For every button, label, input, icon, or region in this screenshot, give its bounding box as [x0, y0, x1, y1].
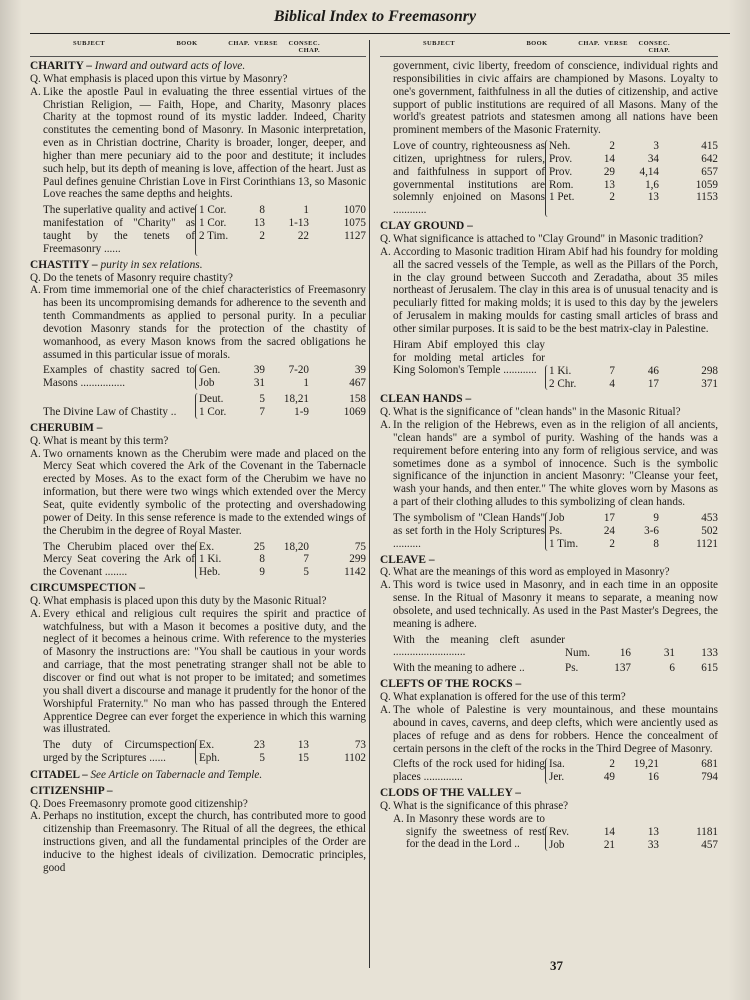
entry-heading-cleave: CLEAVE –: [380, 553, 435, 566]
question: Q. What significance is attached to "Clay Ground" in Masonic tradition?: [380, 232, 704, 245]
col-header-chap: CHAP.: [578, 40, 600, 47]
ref-consec: 681: [701, 758, 718, 771]
question: Q. What emphasis is placed upon this virtue by Masonry?: [30, 72, 288, 85]
ref-chap: 29: [603, 165, 615, 178]
ref-book: 1 Cor.: [199, 217, 227, 230]
answer: A. According to Masonic tradition Hiram Abif had his foundry for molding all the sacred vessels of the Temple, as well as the Pillars of the Porch, in the clay ground between Succoth and Zeradatha, about 35 miles northeast of Jerusalem. The clay in this area is of unusual tenacity and is peculiarly fitted for making molds; it is used to this day by the jewelers of Jerusalem in making moulds for casting small articles of brass and other similar purposes. It is said to be the best matrix-clay in Palestine.: [380, 245, 718, 335]
question: Q. What is the significance of "clean hands" in the Masonic Ritual?: [380, 406, 681, 419]
reference-row: [199, 364, 366, 377]
ref-chap: 13: [603, 178, 615, 191]
column-divider: [369, 40, 370, 968]
ref-chap: 2: [609, 140, 615, 153]
ref-chap: 25: [253, 540, 265, 553]
scripture-reference-block: [393, 140, 718, 217]
ref-book: Ex.: [199, 540, 215, 553]
ref-verse: 1-13: [288, 217, 309, 230]
question: Q. What is meant by this term?: [30, 434, 169, 447]
ref-chap: 2: [609, 191, 615, 204]
reference-row: [549, 191, 718, 204]
ref-chap: 8: [259, 204, 265, 217]
ref-consec: 371: [701, 377, 718, 390]
ref-verse: 13: [647, 191, 659, 204]
ref-verse: 33: [647, 838, 659, 851]
entry-heading-chastity: CHASTITY – purity in sex relations.: [30, 258, 203, 271]
ref-book: Ex.: [199, 739, 215, 752]
reference-row: [199, 752, 366, 765]
question: Q. What emphasis is placed upon this duty by the Masonic Ritual?: [30, 594, 327, 607]
ref-consec: 133: [701, 646, 718, 659]
reference-description: Clefts of the rock used for hiding places ..............: [393, 758, 545, 784]
ref-verse: 4,14: [639, 165, 659, 178]
ref-chap: 4: [609, 377, 615, 390]
reference-table: [545, 140, 718, 217]
ref-consec: 457: [701, 838, 718, 851]
reference-row: [565, 662, 718, 675]
reference-row: [549, 839, 718, 852]
ref-verse: 18,21: [283, 393, 309, 406]
ref-book: Ps.: [565, 662, 579, 675]
page-gutter-shadow: [0, 0, 22, 1000]
ref-chap: 49: [603, 771, 615, 784]
col-header-consec: CONSEC. CHAP.: [638, 40, 670, 54]
col-header-verse: VERSE: [604, 40, 628, 47]
entry-heading-cherubim: CHERUBIM –: [30, 421, 103, 434]
ref-verse: 9: [653, 512, 659, 524]
ref-verse: 34: [647, 152, 659, 165]
ref-book: 1 Ki.: [199, 553, 222, 566]
reference-table: [195, 739, 366, 765]
reference-row: [549, 179, 718, 192]
ref-verse: 1-9: [294, 405, 309, 418]
ref-book: Jer.: [549, 771, 565, 784]
answer: A. Every ethical and religious cult requires the spirit and practice of watchfulness, but with a Mason it becomes a positive duty, and the neglect of it becomes a heinous crime. With reference to the mysteries of Masonry the instructions are: "You shall be cautious in your words and carriage, that the most penetrating stranger shall not be able to discover or find out what is not proper to be imitated; and sometimes you shall divert a discourse and manage it prudently for the honor of the Worshipful Fraternity." No man who has passed through the Entered Apprentice Degree can ever forget the experience in which this warning was illustrated.: [30, 607, 366, 736]
ref-book: Prov.: [549, 152, 573, 165]
ref-verse: 17: [647, 377, 659, 390]
ref-chap: 5: [259, 752, 265, 765]
ref-chap: 14: [603, 825, 615, 838]
col-header-consec: CONSEC. CHAP.: [288, 40, 320, 54]
ref-chap: 16: [619, 646, 631, 659]
reference-row: [549, 771, 718, 784]
ref-chap: 2: [609, 537, 615, 550]
entry-heading-citadel: CITADEL – See Article on Tabernacle and Temple.: [30, 768, 263, 781]
answer-continued: government, civic liberty, freedom of conscience, individual rights and responsibilities in civic affairs are championed by Masons. Loyalty to one's government, faithfulness in all the duties of citizenship, and active support of public institutions are required of all Masons. Many of the world's greatest patriots and statesmen among all nations have been prominent members of the Masonic Fraternity.: [393, 60, 718, 137]
reference-description: A. In Masonry these words are to signify the sweetness of rest for the dead in the Lord ..: [393, 812, 545, 851]
reference-table: [195, 364, 366, 390]
scripture-reference-single: [393, 634, 718, 660]
ref-book: Job: [199, 377, 215, 390]
ref-consec: 467: [349, 377, 366, 390]
ref-verse: 6: [669, 662, 675, 675]
reference-table: [195, 541, 366, 580]
ref-verse: 16: [647, 771, 659, 784]
reference-table: [195, 393, 366, 419]
ref-book: Gen.: [199, 364, 221, 377]
col-header-book: BOOK: [176, 40, 198, 47]
ref-verse: 18,20: [283, 540, 309, 553]
reference-row: [199, 406, 366, 419]
right-column: [380, 40, 718, 853]
scripture-reference-block: [43, 393, 366, 419]
reference-row: [549, 538, 718, 551]
ref-book: Isa.: [549, 758, 565, 771]
reference-description: The symbolism of "Clean Hands" as set forth in the Holy Scriptures ..........: [393, 512, 545, 550]
ref-book: Ps.: [549, 524, 563, 537]
col-header-chap: CHAP.: [228, 40, 250, 47]
ref-chap: 39: [253, 364, 265, 377]
ref-book: Neh.: [549, 140, 571, 153]
reference-row: [549, 140, 718, 153]
question: Q. What are the meanings of this word as employed in Masonry?: [380, 566, 670, 579]
ref-book: Prov.: [549, 165, 573, 178]
ref-book: 2 Chr.: [549, 377, 577, 390]
col-header-subject: SUBJECT: [422, 40, 456, 47]
answer: A. Like the apostle Paul in evaluating the three essential virtues of the Christian Religion, — Faith, Hope, and Charity, Masonry places Charity at the topmost round of its mystic ladder. Indeed, Charity constitutes the cementing bond of Masonry. In Masonic interpretation, even as in Christian doctrine, Charity is broader, longer, deeper, and higher than mere pecuniary aid to the poor and destitute; it includes such help, but its depth of meaning is love, affection of the heart. Just as Paul defines genuine Christian Love in First Corinthians 13, so Masonic Love reaches the same depths and heights.: [30, 85, 366, 201]
ref-consec: 1069: [343, 405, 366, 418]
ref-chap: 31: [253, 377, 265, 390]
ref-chap: 5: [259, 393, 265, 406]
page-title: Biblical Index to Freemasonry: [273, 8, 477, 25]
ref-verse: 1: [303, 377, 309, 390]
ref-consec: 298: [701, 364, 718, 377]
reference-row: [199, 566, 366, 579]
answer: A. In the religion of the Hebrews, even as in the religion of all ancients, "clean hands" are a symbol of purity. Washing of the hands was a requirement before entering into any form of religious service, and was sometimes done as a symbol of innocence. Such is the symbolic significance of the injunction in ancient Masonry: "Cleanse your feet, wash your hands, and then enter." The white gloves worn by Masons as a part of their clothing alludes to this symbolizing of clean hands.: [380, 419, 718, 509]
reference-row: [549, 365, 718, 378]
ref-book: 1 Ki.: [549, 364, 572, 377]
question: Q. Does Freemasonry promote good citizenship?: [30, 797, 248, 810]
reference-row: [199, 230, 366, 243]
title-rule: [30, 33, 730, 34]
ref-verse: 7: [303, 553, 309, 566]
reference-row: [549, 153, 718, 166]
scripture-reference-block: [393, 758, 718, 784]
ref-book: 1 Pet.: [549, 191, 575, 204]
ref-verse: 19,21: [633, 758, 659, 771]
ref-book: Job: [549, 838, 565, 851]
ref-chap: 2: [259, 229, 265, 242]
ref-consec: 1142: [344, 566, 366, 579]
ref-consec: 642: [701, 152, 718, 165]
reference-description: The superlative quality and active manifestation of "Charity" as taught by the tenets of Freemasonry ......: [43, 204, 195, 255]
scripture-reference-block: [43, 739, 366, 765]
ref-verse: 31: [663, 646, 675, 659]
ref-chap: 17: [603, 512, 615, 524]
ref-verse: 13: [647, 825, 659, 838]
reference-description: The duty of Circumspection urged by the Scriptures ......: [43, 739, 195, 765]
answer: A. From time immemorial one of the chief characteristics of Freemasonry has been its uncompromising demands for adherence to the seventh and tenth Commandments as applied to personal purity. In a peculiar devotion Masonry stands for the protection of the chastity of womanhood, as every Mason knows from the sacred obligations he assumed in this particular issue of morals.: [30, 284, 366, 361]
entry-heading-clean-hands: CLEAN HANDS –: [380, 393, 472, 406]
reference-table: [545, 758, 718, 784]
ref-book: Eph.: [199, 752, 220, 765]
left-column: [30, 40, 366, 875]
reference-description: Love of country, righteousness as citizen, uprightness for rulers, and faithfulness in support of governmental institutions are solemnly enjoined on Masons ............: [393, 140, 545, 217]
scripture-reference-single: [393, 662, 718, 675]
ref-book: 1 Cor.: [199, 204, 227, 217]
question: Q. What is the significance of this phrase?: [380, 799, 569, 812]
reference-table: [565, 662, 718, 675]
reference-description: The Cherubim placed over the Mercy Seat covering the Ark of the Covenant ........: [43, 540, 195, 579]
reference-row: [549, 512, 718, 525]
ref-consec: 1127: [344, 229, 366, 242]
ref-verse: 22: [297, 229, 309, 242]
entry-heading-clods-of-the-valley: CLODS OF THE VALLEY –: [380, 787, 521, 800]
reference-row: [565, 634, 718, 660]
reference-table: [195, 204, 366, 255]
ref-consec: 1102: [344, 752, 366, 765]
ref-consec: 39: [354, 364, 366, 377]
reference-row: [199, 377, 366, 390]
ref-chap: 7: [259, 405, 265, 418]
ref-chap: 7: [609, 364, 615, 377]
scripture-reference-block: [393, 813, 718, 852]
reference-description: Hiram Abif employed this clay for molding metal articles for King Solomon's Temple ............: [393, 338, 545, 377]
question: Q. What explanation is offered for the use of this term?: [380, 691, 626, 704]
ref-verse: 3: [653, 140, 659, 153]
ref-book: Heb.: [199, 566, 221, 579]
reference-table: [545, 826, 718, 852]
ref-consec: 415: [701, 140, 718, 153]
ref-verse: 3-6: [644, 524, 659, 537]
ref-verse: 13: [297, 739, 309, 752]
page-number: 37: [550, 958, 563, 973]
reference-row: [199, 393, 366, 406]
answer: A. Two ornaments known as the Cherubim were made and placed on the Mercy Seat which covered the Ark of the Covenant in the Tabernacle erected by Moses. As to the exact form of the Cherubim we have no information, but there were two wings which extended over the Mercy Seat, quite evidently symbolic of the protecting and overshadowing power of Deity. In this sense reference is made to the extended wings of the Cherubim in the degree of Royal Master.: [30, 447, 366, 537]
scripture-reference-block: [393, 339, 718, 391]
column-header-row: [380, 40, 718, 57]
ref-consec: 75: [354, 540, 366, 553]
ref-consec: 1070: [343, 204, 366, 217]
page-edge-shadow: [728, 0, 750, 1000]
ref-chap: 21: [603, 838, 615, 851]
ref-book: 2 Tim.: [199, 229, 229, 242]
reference-row: [549, 826, 718, 839]
ref-consec: 1181: [696, 825, 718, 838]
ref-chap: 8: [259, 553, 265, 566]
ref-verse: 1,6: [645, 178, 659, 191]
ref-verse: 1: [303, 204, 309, 217]
ref-consec: 158: [349, 393, 366, 406]
ref-consec: 453: [701, 512, 718, 524]
ref-consec: 1059: [695, 178, 718, 191]
ref-book: Job: [549, 512, 565, 524]
reference-row: [199, 541, 366, 554]
ref-book: Rev.: [549, 825, 570, 838]
ref-consec: 1153: [696, 191, 718, 204]
scripture-reference-block: [393, 512, 718, 551]
ref-consec: 1075: [343, 217, 366, 230]
reference-row: [549, 758, 718, 771]
reference-description: With the meaning cleft asunder ..........................: [393, 633, 565, 659]
ref-consec: 502: [701, 524, 718, 537]
reference-table: [565, 634, 718, 660]
col-header-verse: VERSE: [254, 40, 278, 47]
scripture-reference-block: [43, 364, 366, 390]
ref-verse: 7-20: [288, 364, 309, 377]
answer: A. Perhaps no institution, except the church, has contributed more to good citizenship than Freemasonry. The Ritual of all the degrees, the ethical instructions given, and all the fundamental principles of the Order are inducive to the highest ideals of civilization. Democratic principles, good: [30, 810, 366, 874]
reference-row: [549, 166, 718, 179]
ref-book: Rom.: [549, 178, 574, 191]
reference-description: Examples of chastity sacred to Masons ................: [43, 364, 195, 390]
reference-description: With the meaning to adhere ..: [393, 662, 525, 675]
ref-chap: 24: [603, 524, 615, 537]
ref-consec: 615: [701, 662, 718, 675]
reference-table: [545, 365, 718, 391]
scripture-reference-block: [43, 204, 366, 255]
entry-heading-clay-ground: CLAY GROUND –: [380, 220, 473, 233]
ref-book: 1 Tim.: [549, 537, 579, 550]
ref-chap: 14: [603, 152, 615, 165]
ref-verse: 15: [297, 752, 309, 765]
answer: A. This word is twice used in Masonry, and in each time in an opposite sense. In the Ritual of Masonry it means to separate, a meaning now obsolete, and used technically. As used in the Past Master's Degrees, the meaning is adhere.: [380, 579, 718, 630]
reference-description: The Divine Law of Chastity ..: [43, 406, 177, 419]
entry-heading-charity: CHARITY – Inward and outward acts of love.: [30, 60, 246, 72]
entry-heading-citizenship: CITIZENSHIP –: [30, 784, 113, 797]
ref-consec: 794: [701, 771, 718, 784]
reference-row: [199, 739, 366, 752]
ref-chap: 9: [259, 566, 265, 579]
question: Q. Do the tenets of Masonry require chastity?: [30, 271, 233, 284]
ref-consec: 657: [701, 165, 718, 178]
ref-verse: 5: [303, 566, 309, 579]
entry-heading-clefts-of-the-rocks: CLEFTS OF THE ROCKS –: [380, 678, 522, 691]
ref-verse: 8: [653, 537, 659, 550]
ref-consec: 299: [349, 553, 366, 566]
column-header-row: [30, 40, 366, 57]
ref-consec: 73: [354, 739, 366, 752]
ref-consec: 1121: [696, 537, 718, 550]
ref-chap: 137: [614, 662, 631, 675]
ref-verse: 46: [647, 364, 659, 377]
reference-table: [545, 512, 718, 551]
ref-book: Num.: [565, 646, 591, 659]
ref-chap: 13: [253, 217, 265, 230]
reference-row: [549, 378, 718, 391]
reference-row: [199, 204, 366, 217]
entry-heading-circumspection: CIRCUMSPECTION –: [30, 582, 145, 595]
scripture-reference-block: [43, 541, 366, 580]
ref-book: Deut.: [199, 393, 224, 406]
ref-chap: 23: [253, 739, 265, 752]
reference-row: [549, 525, 718, 538]
answer: A. The whole of Palestine is very mountainous, and these mountains abound in caves, caverns, and deep clefts, which were anciently used as places of refuge and as dens for robbers. Hence the concealment of certain persons in the cleft of the rocks in the Third Degree of Masonry.: [380, 703, 718, 755]
col-header-book: BOOK: [526, 40, 548, 47]
ref-book: 1 Cor.: [199, 405, 227, 418]
col-header-subject: SUBJECT: [72, 40, 106, 47]
ref-chap: 2: [609, 758, 615, 771]
reference-row: [199, 217, 366, 230]
reference-row: [199, 553, 366, 566]
